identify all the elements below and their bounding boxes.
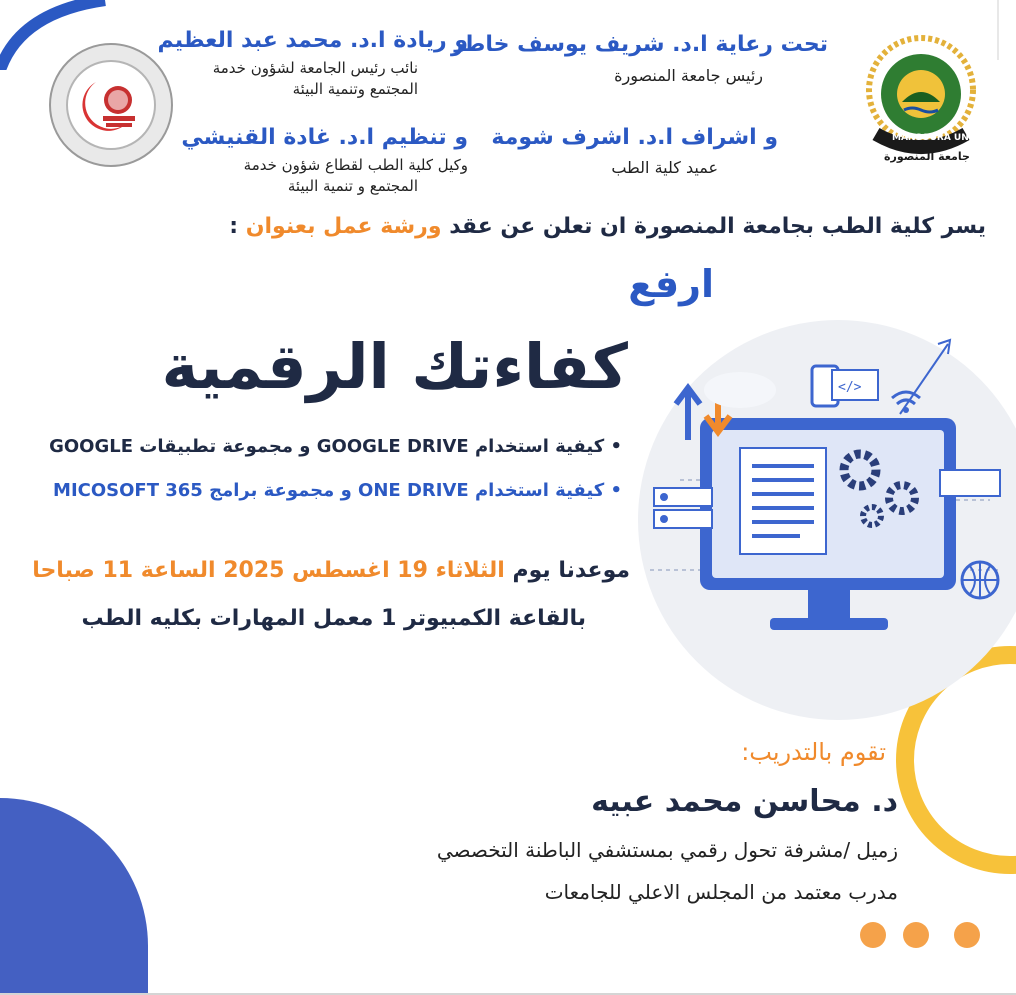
organizer-title-l2: المجتمع و تنمية البيئة [287, 177, 418, 195]
patron-title: رئيس جامعة المنصورة [614, 66, 763, 85]
organizer-line: و تنظيم ا.د. غادة القنيشي [181, 125, 468, 150]
bullet-2-mid: و مجموعة برامج [202, 480, 359, 501]
announcement-main: يسر كلية الطب بجامعة المنصورة ان تعلن عن عقد [441, 214, 986, 239]
bullet-2-b1: ONE DRIVE [358, 480, 469, 501]
schedule-line [32, 558, 630, 583]
trainer-heading: تقوم بالتدريب: [741, 738, 886, 766]
bullet-1-pre: كيفية استخدام [468, 436, 605, 457]
bullet-1-b1: GOOGLE DRIVE [316, 436, 469, 457]
bullet-2-b2: MICOSOFT 365 [53, 480, 203, 501]
university-logo-text: MANSOURA UNIVERSITY [892, 133, 1015, 143]
announcement-colon: : [229, 214, 246, 239]
trainer-role-2: مدرب معتمد من المجلس الاعلي للجامعات [544, 880, 898, 904]
trainer-role-1: زميل /مشرفة تحول رقمي بمستشفي الباطنة التخصصي [436, 838, 898, 862]
mansoura-university-logo [862, 30, 980, 165]
supervisor-line: و اشراف ا.د. اشرف شومة [491, 125, 778, 150]
bullet-2-dot: • [604, 480, 622, 501]
announcement-line [229, 214, 986, 239]
decorative-dot-2 [903, 922, 929, 948]
workshop-title: كفاءتك الرقمية [161, 330, 628, 403]
bullet-2 [53, 480, 622, 501]
faculty-logo-emblem [48, 42, 174, 168]
computer-illustration [640, 330, 1016, 660]
bottom-left-blue-shape [0, 798, 148, 995]
organizer-title-l1: وكيل كلية الطب لقطاع شؤون خدمة [243, 156, 468, 174]
university-logo-emblem [862, 30, 980, 165]
leader-line: و ريادة ا.د. محمد عبد العظيم [157, 28, 468, 53]
supervisor-title: عميد كلية الطب [611, 158, 718, 177]
workshop-kicker: ارفع [628, 262, 714, 306]
leader-title-l2: المجتمع وتنمية البيئة [292, 80, 418, 98]
location-line: بالقاعة الكمبيوتر 1 معمل المهارات بكليه الطب [81, 606, 586, 631]
bullet-1-mid: و مجموعة تطبيقات [133, 436, 317, 457]
schedule-label: موعدنا يوم [504, 558, 630, 583]
decorative-dot-1 [860, 922, 886, 948]
decorative-dot-3 [954, 922, 980, 948]
faculty-of-medicine-logo [48, 42, 174, 168]
svg-text:</>: </> [838, 380, 862, 395]
trainer-name: د. محاسن محمد عبيه [591, 784, 898, 819]
bullet-1-dot: • [604, 436, 622, 457]
university-logo-text-ar: جامعة المنصورة [884, 150, 970, 163]
bullet-1 [49, 436, 622, 457]
schedule-date: الثلاثاء 19 اغسطس 2025 الساعة 11 صباحا [32, 558, 505, 583]
announcement-highlight: ورشة عمل بعنوان [245, 214, 442, 239]
bullet-2-pre: كيفية استخدام [468, 480, 605, 501]
leader-title-l1: نائب رئيس الجامعة لشؤون خدمة [212, 59, 418, 77]
patron-line: تحت رعاية ا.د. شريف يوسف خاطر [451, 32, 828, 57]
bullet-1-b2: GOOGLE [49, 436, 134, 457]
